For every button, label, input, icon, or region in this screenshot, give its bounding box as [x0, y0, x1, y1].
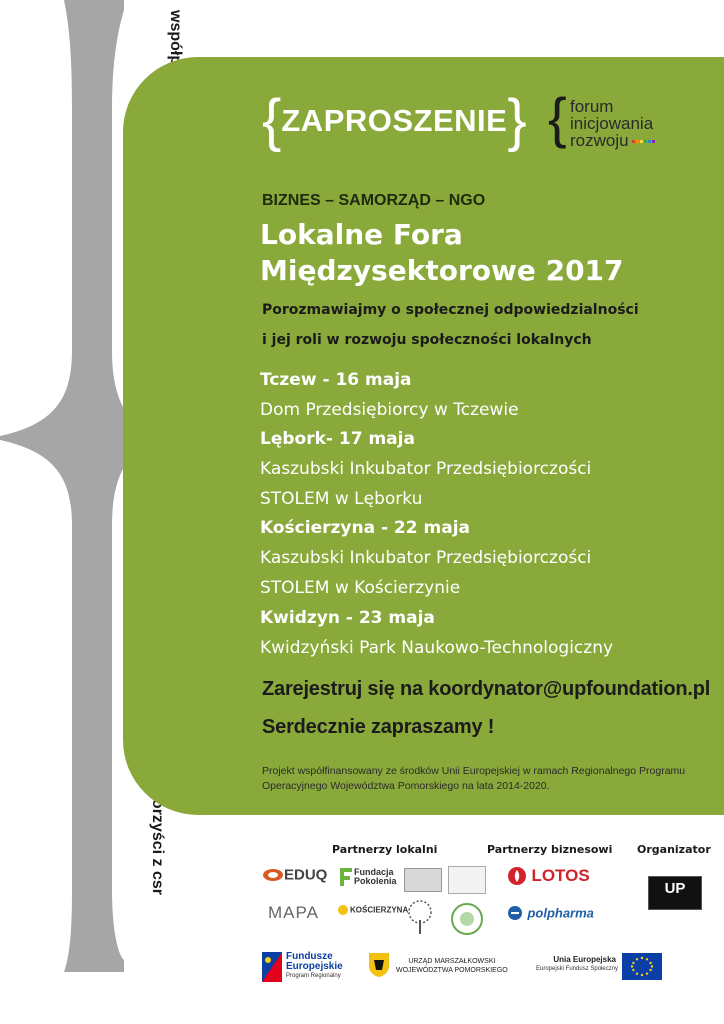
- forum-line-2: inicjowania: [570, 114, 654, 133]
- lotos-mark-icon: [507, 866, 527, 886]
- color-dots-icon: [632, 132, 656, 149]
- koscierzyna-logo: KOŚCIERZYNA: [336, 901, 408, 919]
- eduq-logo: EDUQ: [262, 866, 327, 884]
- mapa-logo: MAPA: [268, 903, 319, 922]
- schedule-city-koscierzyna: Kościerzyna - 22 maja: [260, 518, 470, 538]
- pomorskie-crest-icon: [368, 952, 390, 978]
- tagline-line2: i jej roli w rozwoju społeczności lokalnych: [262, 332, 592, 348]
- schedule-venue-koscierzyna-2: STOLEM w Kościerzynie: [260, 578, 461, 598]
- forum-line-1: forum: [570, 97, 614, 116]
- fundusze-europejskie-text: Fundusze Europejskie Program Regionalny: [286, 951, 343, 979]
- polpharma-mark-icon: [507, 905, 523, 921]
- schedule-venue-koscierzyna-1: Kaszubski Inkubator Przedsiębiorczości: [260, 548, 592, 568]
- tagline-line1: Porozmawiajmy o społecznej odpowiedzialności: [262, 302, 639, 318]
- sun-icon: [336, 903, 350, 917]
- partner-logo-placeholder-1: [404, 868, 442, 892]
- business-partners-label: Partnerzy biznesowi: [487, 843, 613, 856]
- event-title-line1: Lokalne Fora: [260, 218, 463, 251]
- schedule-venue-kwidzyn: Kwidzyński Park Naukowo-Technologiczny: [260, 638, 614, 658]
- polpharma-logo: polpharma: [507, 904, 594, 922]
- zaproszenie-heading: {ZAPROSZENIE}: [262, 88, 527, 153]
- up-foundation-logo: UP: [648, 876, 702, 910]
- funding-line1: Projekt współfinansowany ze środków Unii Europejskiej w ramach Regionalnego Programu: [262, 765, 686, 777]
- event-title-line2: Międzysektorowe 2017: [260, 254, 624, 287]
- unia-europejska-text: Unia Europejska Europejski Fundusz Społeczny: [536, 955, 619, 972]
- tree-logo-icon: [404, 898, 436, 938]
- round-partner-logo-icon: [448, 902, 486, 936]
- green-panel: [123, 57, 724, 815]
- schedule-city-tczew: Tczew - 16 maja: [260, 370, 412, 390]
- lotos-logo: LOTOS: [507, 866, 590, 886]
- ows-debrzno-logo: [448, 866, 486, 894]
- eduq-mark-icon: [262, 866, 284, 884]
- forum-line-3: rozwoju: [570, 132, 656, 149]
- event-subtitle: BIZNES – SAMORZĄD – NGO: [262, 192, 486, 209]
- register-email-link[interactable]: Zarejestruj się na koordynator@upfoundation.pl: [262, 678, 711, 700]
- schedule-venue-tczew: Dom Przedsiębiorcy w Tczewie: [260, 400, 519, 420]
- fundacja-pokolenia-logo: Fundacja Pokolenia: [338, 866, 394, 888]
- urzad-marszalkowski-text: URZĄD MARSZAŁKOWSKI WOJEWÓDZTWA POMORSKIEGO: [396, 958, 508, 974]
- schedule-venue-lebork-2: STOLEM w Lęborku: [260, 489, 423, 509]
- schedule-city-lebork: Lębork- 17 maja: [260, 429, 415, 449]
- fundusze-europejskie-icon: [262, 952, 282, 982]
- local-partners-label: Partnerzy lokalni: [332, 843, 438, 856]
- schedule-venue-lebork-1: Kaszubski Inkubator Przedsiębiorczości: [260, 459, 592, 479]
- funding-line2: Operacyjnego Województwa Pomorskiego na lata 2014-2020.: [262, 780, 550, 792]
- organizer-label: Organizator: [637, 843, 711, 856]
- eu-flag-icon: [622, 953, 662, 980]
- fundacja-mark-icon: [338, 866, 354, 888]
- schedule-city-kwidzyn: Kwidzyn - 23 maja: [260, 608, 435, 628]
- invite-text: Serdecznie zapraszamy !: [262, 716, 495, 738]
